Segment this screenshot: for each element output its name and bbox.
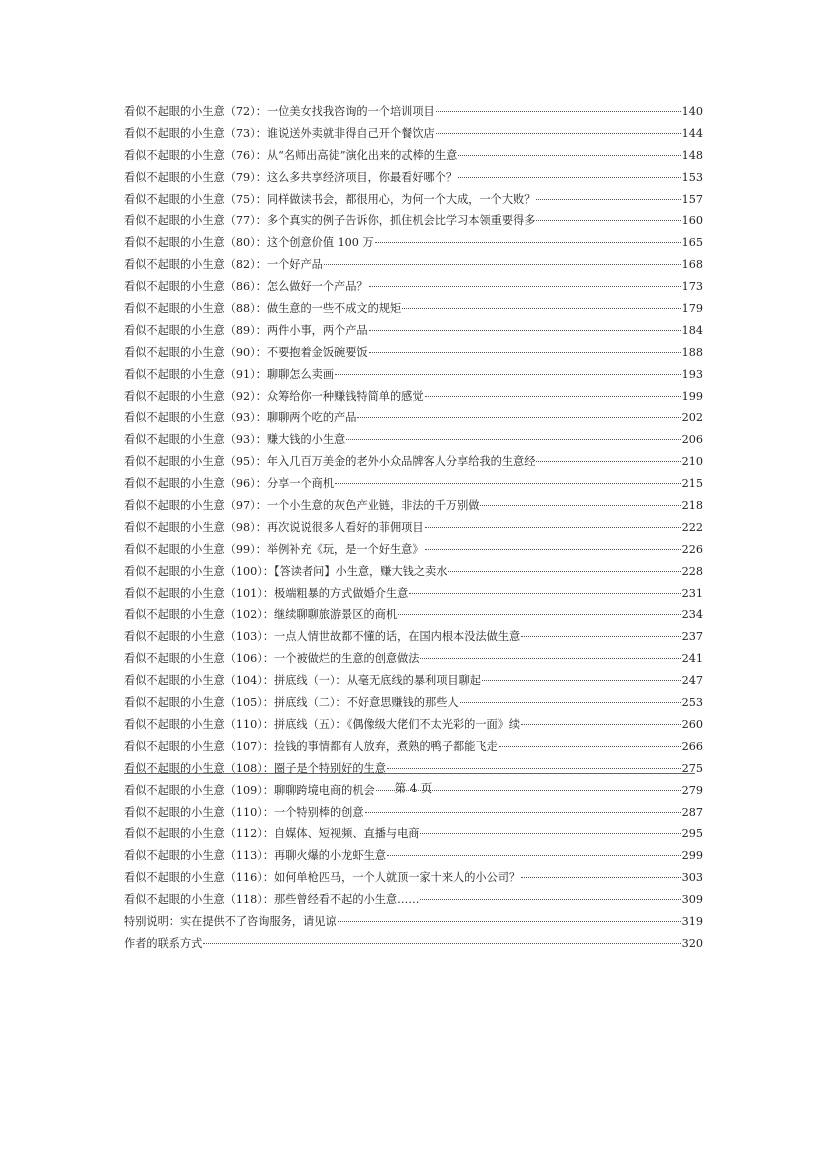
- dot-leader: [387, 855, 681, 856]
- toc-entry[interactable]: [124, 407, 703, 429]
- toc-entry-title: 看似不起眼的小生意（105）：拼底线（二）：不好意思赚钱的那些人: [124, 696, 459, 710]
- toc-entry-page-number: 210: [681, 455, 703, 469]
- dot-leader: [499, 746, 681, 747]
- footer-divider: [124, 773, 695, 774]
- toc-entry-title: 看似不起眼的小生意（76）：从“名师出高徒”演化出来的忒棒的生意: [124, 148, 458, 162]
- toc-entry-title: 看似不起眼的小生意（110）：拼底线（五）：《偶像级大佬们不太光彩的一面》续: [124, 717, 521, 731]
- toc-entry-title: 看似不起眼的小生意（98）：再次说说很多人看好的菲佣项目: [124, 520, 424, 534]
- toc-entry-page-number: 144: [681, 126, 703, 140]
- toc-entry-title: 看似不起眼的小生意（99）：举例补充《玩，是一个好生意》: [124, 542, 424, 556]
- toc-entry[interactable]: [124, 626, 703, 648]
- toc-entry-page-number: 299: [681, 849, 703, 863]
- toc-entry-title: 看似不起眼的小生意（104）：拼底线（一）：从毫无底线的暴利项目聊起: [124, 674, 481, 688]
- toc-entry-page-number: 160: [681, 214, 703, 228]
- toc-entry-page-number: 202: [681, 411, 703, 425]
- toc-entry[interactable]: [124, 889, 703, 911]
- dot-leader: [357, 417, 680, 418]
- dot-leader: [346, 439, 680, 440]
- dot-leader: [425, 396, 681, 397]
- dot-leader: [521, 636, 681, 637]
- toc-entry-page-number: 165: [681, 236, 703, 250]
- dot-leader: [458, 155, 680, 156]
- toc-entry-title: 作者的联系方式: [124, 936, 203, 950]
- toc-entry-title: 看似不起眼的小生意（97）：一个小生意的灰色产业链，非法的千万别做: [124, 499, 480, 513]
- toc-entry-title: 看似不起眼的小生意（72）：一位美女找我咨询的一个培训项目: [124, 105, 435, 118]
- dot-leader: [425, 527, 681, 528]
- toc-entry[interactable]: [124, 670, 703, 692]
- toc-entry[interactable]: [124, 823, 703, 845]
- dot-leader: [536, 199, 680, 200]
- toc-entry-title: 看似不起眼的小生意（92）：众筹给你一种赚钱特简单的感觉: [124, 389, 424, 403]
- dot-leader: [536, 220, 680, 221]
- toc-entry-page-number: 168: [681, 258, 703, 272]
- toc-entry[interactable]: [124, 495, 703, 517]
- toc-entry-title: 看似不起眼的小生意（107）：捡钱的事情都有人放弃，煮熟的鸭子都能飞走: [124, 739, 498, 753]
- toc-entry[interactable]: [124, 364, 703, 386]
- toc-entry[interactable]: [124, 539, 703, 561]
- toc-entry[interactable]: [124, 648, 703, 670]
- toc-entry-page-number: 228: [681, 564, 703, 578]
- dot-leader: [521, 877, 681, 878]
- toc-entry[interactable]: [124, 473, 703, 495]
- toc-entry-title: 看似不起眼的小生意（80）：这个创意价值 100 万: [124, 236, 374, 250]
- dot-leader: [460, 702, 681, 703]
- toc-entry-title: 看似不起眼的小生意（95）：年入几百万美金的老外小众品牌客人分享给我的生意经: [124, 455, 536, 469]
- toc-entry[interactable]: [124, 254, 703, 276]
- dot-leader: [365, 812, 681, 813]
- toc-entry-page-number: 193: [681, 367, 703, 381]
- toc-entry-page-number: 275: [681, 761, 703, 775]
- table-of-contents: [124, 101, 703, 955]
- dot-leader: [402, 308, 681, 309]
- toc-entry[interactable]: [124, 210, 703, 232]
- toc-entry-page-number: 266: [681, 739, 703, 753]
- toc-entry-title: 看似不起眼的小生意（118）：那些曾经看不起的小生意……: [124, 893, 420, 907]
- toc-entry-page-number: 260: [681, 717, 703, 731]
- toc-entry-page-number: 148: [681, 148, 703, 162]
- toc-entry-page-number: 241: [681, 652, 703, 666]
- toc-entry[interactable]: [124, 342, 703, 364]
- toc-entry-page-number: 234: [681, 608, 703, 622]
- toc-entry-title: 看似不起眼的小生意（100）：【答读者问】小生意，赚大钱之卖水: [124, 564, 448, 578]
- toc-entry-title: 看似不起眼的小生意（116）：如何单枪匹马，一个人就顶一家十来人的小公司？: [124, 871, 521, 885]
- toc-entry-title: 看似不起眼的小生意（93）：聊聊两个吃的产品: [124, 411, 357, 425]
- toc-entry-page-number: 247: [681, 674, 703, 688]
- dot-leader: [448, 571, 680, 572]
- toc-entry[interactable]: [124, 298, 703, 320]
- toc-entry[interactable]: [124, 451, 703, 473]
- toc-entry-title: 看似不起眼的小生意（90）：不要抱着金饭碗要饭: [124, 345, 368, 359]
- dot-leader: [398, 614, 681, 615]
- toc-entry[interactable]: [124, 232, 703, 254]
- toc-entry-page-number: 188: [681, 345, 703, 359]
- dot-leader: [203, 943, 680, 944]
- toc-entry-page-number: 320: [681, 936, 703, 950]
- toc-entry-title: 看似不起眼的小生意（91）：聊聊怎么卖画: [124, 367, 335, 381]
- dot-leader: [338, 921, 681, 922]
- toc-entry-title: 特别说明：实在提供不了咨询服务，请见谅: [124, 914, 337, 928]
- toc-entry-page-number: 140: [681, 105, 703, 118]
- toc-entry[interactable]: [124, 604, 703, 626]
- toc-entry[interactable]: [124, 867, 703, 889]
- toc-entry-title: 看似不起眼的小生意（79）：这么多共享经济项目，你最看好哪个？: [124, 170, 458, 184]
- toc-entry-title: 看似不起眼的小生意（75）：同样做读书会，都很用心，为何一个大成，一个大败？: [124, 192, 536, 206]
- toc-entry[interactable]: [124, 189, 703, 211]
- toc-entry-title: 看似不起眼的小生意（96）：分享一个商机: [124, 477, 335, 491]
- toc-entry-title: 看似不起眼的小生意（86）：怎么做好一个产品？: [124, 280, 368, 294]
- toc-entry-page-number: 199: [681, 389, 703, 403]
- toc-entry-title: 看似不起眼的小生意（110）：一个特别棒的创意: [124, 805, 364, 819]
- toc-entry-page-number: 222: [681, 520, 703, 534]
- toc-entry[interactable]: [124, 145, 703, 167]
- toc-entry[interactable]: [124, 933, 703, 955]
- toc-entry[interactable]: [124, 911, 703, 933]
- toc-entry-title: 看似不起眼的小生意（89）：两件小事，两个产品: [124, 323, 368, 337]
- toc-entry[interactable]: [124, 736, 703, 758]
- dot-leader: [420, 833, 680, 834]
- toc-entry-title: 看似不起眼的小生意（82）：一个好产品: [124, 258, 323, 272]
- page-number: 第 4 页: [394, 781, 433, 795]
- dot-leader: [436, 133, 681, 134]
- toc-entry[interactable]: [124, 101, 703, 123]
- toc-entry-page-number: 206: [681, 433, 703, 447]
- toc-entry-page-number: 218: [681, 499, 703, 513]
- dot-leader: [482, 680, 681, 681]
- toc-entry-title: 看似不起眼的小生意（102）：继续聊聊旅游景区的商机: [124, 608, 398, 622]
- toc-entry-page-number: 179: [681, 302, 703, 316]
- toc-entry-title: 看似不起眼的小生意（93）：赚大钱的小生意: [124, 433, 346, 447]
- dot-leader: [324, 264, 681, 265]
- dot-leader: [480, 505, 680, 506]
- toc-entry-page-number: 253: [681, 696, 703, 710]
- dot-leader: [420, 899, 680, 900]
- toc-entry-title: 看似不起眼的小生意（103）：一点人情世故都不懂的话，在国内根本没法做生意: [124, 630, 521, 644]
- toc-entry-page-number: 157: [681, 192, 703, 206]
- toc-entry-title: 看似不起眼的小生意（101）：极端粗暴的方式做婚介生意: [124, 586, 409, 600]
- toc-entry[interactable]: [124, 758, 703, 780]
- dot-leader: [458, 177, 681, 178]
- toc-entry-page-number: 279: [681, 783, 703, 797]
- dot-leader: [420, 658, 680, 659]
- toc-entry-page-number: 215: [681, 477, 703, 491]
- toc-entry-page-number: 309: [681, 893, 703, 907]
- toc-entry-title: 看似不起眼的小生意（112）：自媒体、短视频、直播与电商: [124, 827, 420, 841]
- toc-entry[interactable]: [124, 714, 703, 736]
- toc-entry[interactable]: [124, 167, 703, 189]
- dot-leader: [335, 374, 681, 375]
- toc-entry-page-number: 173: [681, 280, 703, 294]
- dot-leader: [369, 352, 681, 353]
- toc-entry[interactable]: [124, 429, 703, 451]
- toc-entry[interactable]: [124, 692, 703, 714]
- dot-leader: [375, 242, 681, 243]
- toc-entry[interactable]: [124, 123, 703, 145]
- toc-entry-page-number: 319: [681, 914, 703, 928]
- toc-entry[interactable]: [124, 517, 703, 539]
- toc-entry[interactable]: [124, 845, 703, 867]
- toc-entry[interactable]: [124, 386, 703, 408]
- toc-entry[interactable]: [124, 276, 703, 298]
- toc-entry-page-number: 295: [681, 827, 703, 841]
- toc-entry-page-number: 287: [681, 805, 703, 819]
- dot-leader: [409, 593, 680, 594]
- toc-entry-page-number: 231: [681, 586, 703, 600]
- dot-leader: [425, 549, 681, 550]
- toc-entry-page-number: 184: [681, 323, 703, 337]
- dot-leader: [369, 330, 681, 331]
- toc-entry-page-number: 153: [681, 170, 703, 184]
- toc-entry[interactable]: [124, 802, 703, 824]
- dot-leader: [521, 724, 681, 725]
- toc-entry-title: 看似不起眼的小生意（106）：一个被做烂的生意的创意做法: [124, 652, 420, 666]
- toc-entry-title: 看似不起眼的小生意（73）：谁说送外卖就非得自己开个餐饮店: [124, 126, 435, 140]
- dot-leader: [387, 768, 681, 769]
- dot-leader: [536, 461, 680, 462]
- toc-entry-title: 看似不起眼的小生意（109）：聊聊跨境电商的机会: [124, 783, 375, 797]
- toc-entry[interactable]: [124, 561, 703, 583]
- toc-entry-title: 看似不起眼的小生意（113）：再聊火爆的小龙虾生意: [124, 849, 386, 863]
- toc-entry[interactable]: [124, 583, 703, 605]
- dot-leader: [335, 483, 681, 484]
- toc-entry-page-number: 226: [681, 542, 703, 556]
- dot-leader: [436, 111, 681, 112]
- toc-entry-page-number: 237: [681, 630, 703, 644]
- dot-leader: [369, 286, 681, 287]
- toc-entry-title: 看似不起眼的小生意（88）：做生意的一些不成文的规矩: [124, 302, 402, 316]
- toc-entry-title: 看似不起眼的小生意（108）：圈子是个特别好的生意: [124, 761, 386, 775]
- toc-entry-page-number: 303: [681, 871, 703, 885]
- toc-entry-title: 看似不起眼的小生意（77）：多个真实的例子告诉你，抓住机会比学习本领重要得多: [124, 214, 536, 228]
- toc-entry[interactable]: [124, 320, 703, 342]
